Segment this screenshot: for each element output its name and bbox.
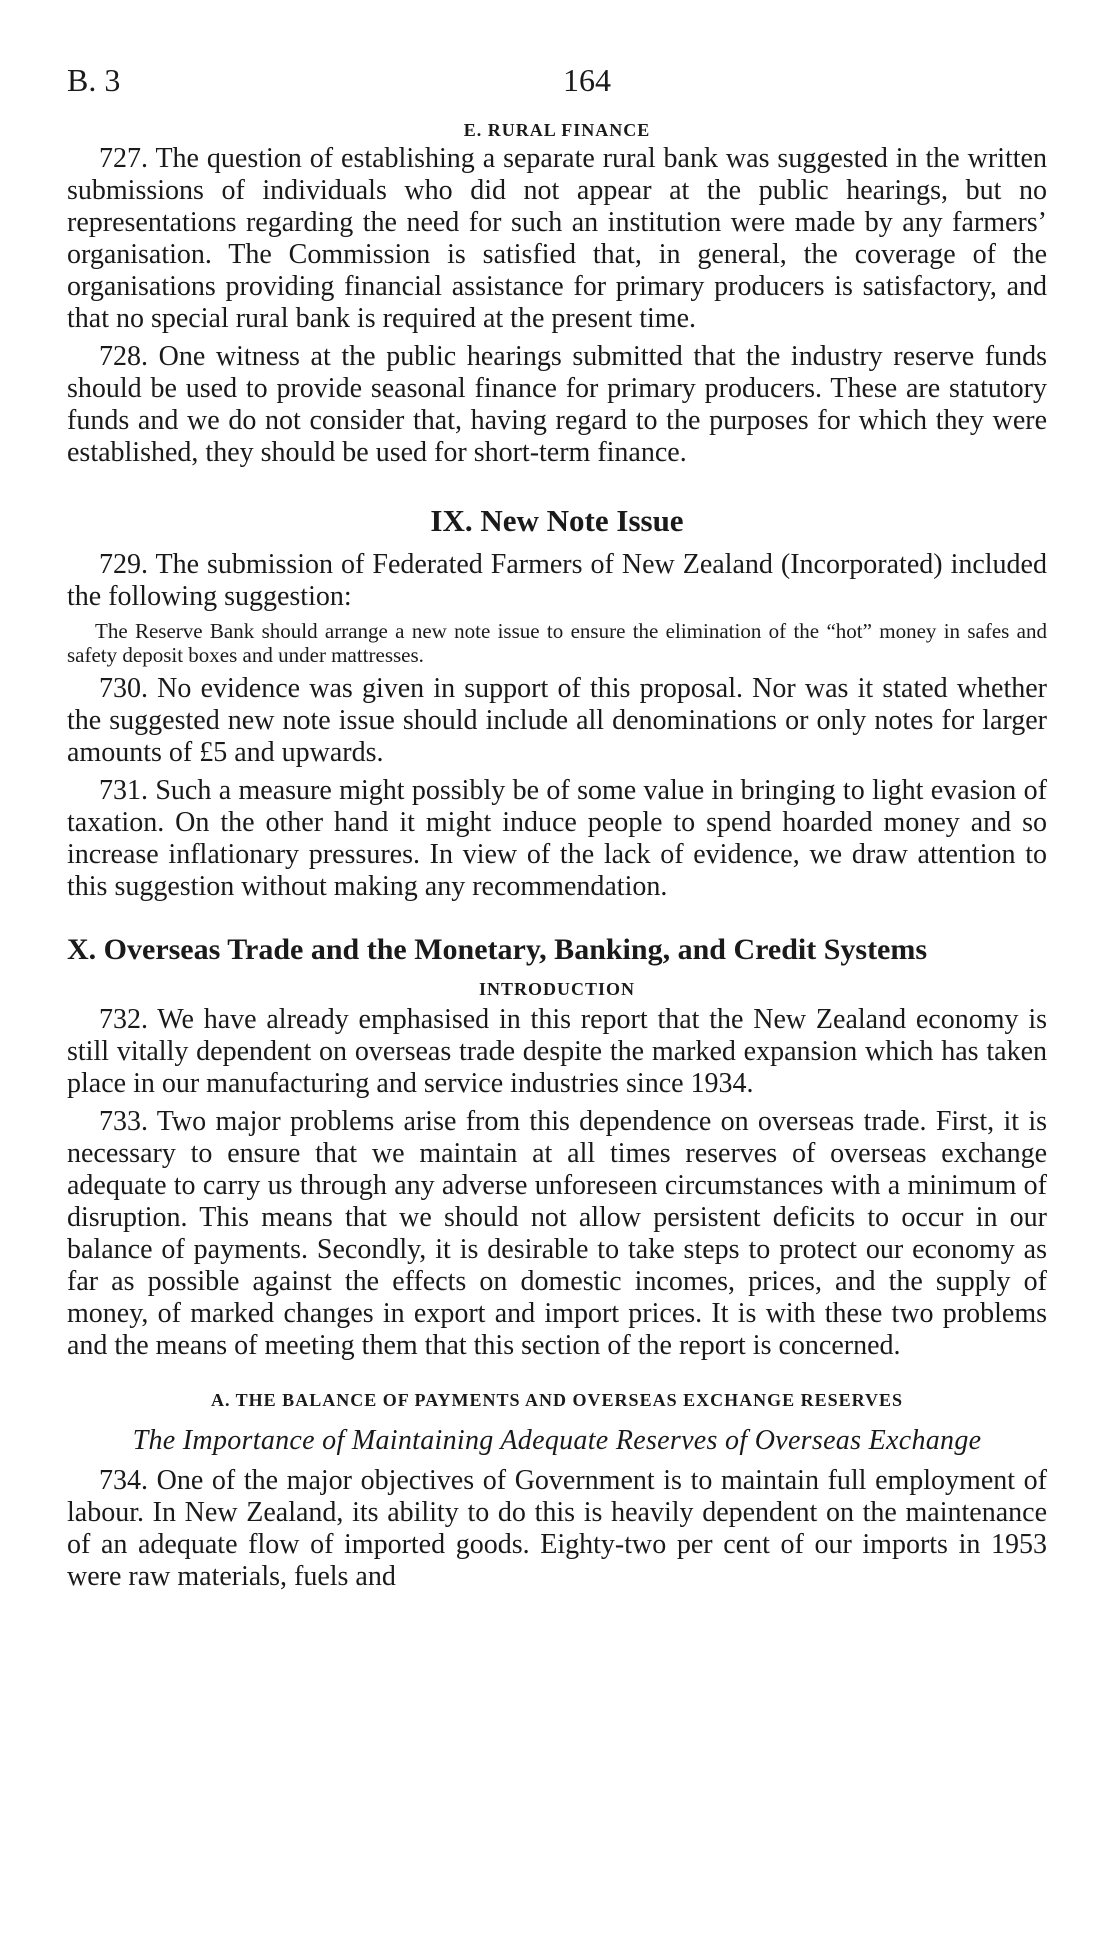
paragraph-732: 732. We have already emphasised in this report that the New Zealand economy is still vitally dependent on overseas trade despite the marked expansion which has taken place in our manufacturing and service industries since 1934. [67,1004,1047,1099]
paragraph-731: 731. Such a measure might possibly be of some value in bringing to light evasion of taxation. On the other hand it might induce people to spend hoarded money and so increase inflationary pressures. In view of the lack of evidence, we draw attention to this suggestion without making any recommendation. [67,775,1047,902]
introduction-heading: INTRODUCTION [478,979,636,999]
importance-subheading: The Importance of Maintaining Adequate Reserves of Overseas Exchange [132,1425,982,1456]
document-page [67,62,1047,1593]
paragraph-730: 730. No evidence was given in support of this proposal. Nor was it stated whether the suggested new note issue should include all denominations or only notes for larger amounts of £5 and upwards. [67,673,1047,768]
new-note-issue-heading: IX. New Note Issue [430,503,684,538]
paragraph-729: 729. The submission of Federated Farmers of New Zealand (Incorporated) included the following suggestion: [67,549,1047,612]
rural-finance-heading: E. RURAL FINANCE [463,120,651,140]
overseas-trade-heading: X. Overseas Trade and the Monetary, Banking, and Credit Systems [67,933,928,966]
paragraph-728: 728. One witness at the public hearings submitted that the industry reserve funds should be used to provide seasonal finance for primary producers. These are statutory funds and we do not consider that, having regard to the purposes for which they were established, they should be used for short-term finance. [67,341,1047,468]
page-number: 164 [563,62,611,98]
paragraph-734: 734. One of the major objectives of Government is to maintain full employment of labour. In New Zealand, its ability to do this is heavily dependent on the maintenance of an adequate flow of imported goods. Eighty-two per cent of our imports in 1953 were raw materials, fuels and [67,1465,1047,1592]
quoted-suggestion: The Reserve Bank should arrange a new note issue to ensure the elimination of the “hot” money in safes and safety deposit boxes and under mattresses. [67,619,1047,667]
page-header [67,62,1047,106]
paragraph-733: 733. Two major problems arise from this dependence on overseas trade. First, it is necessary to ensure that we maintain at all times reserves of overseas exchange adequate to carry us through any adverse unforeseen circumstances with a minimum of disruption. This means that we should not allow persistent deficits to occur in our balance of payments. Secondly, it is desirable to take steps to protect our economy as far as possible against the effects on domestic incomes, prices, and the supply of money, of marked changes in export and import prices. It is with these two problems and the means of meeting them that this section of the report is concerned. [67,1106,1047,1361]
paragraph-727: 727. The question of establishing a separate rural bank was suggested in the written submissions of individuals who did not appear at the public hearings, but no representations regarding the need for such an institution were made by any farmers’ organisation. The Commission is satisfied that, in general, the coverage of the organisations providing financial assistance for primary producers is satisfactory, and that no special rural bank is required at the present time. [67,143,1047,334]
balance-of-payments-heading: A. THE BALANCE OF PAYMENTS AND OVERSEAS EXCHANGE RESERVES [211,1390,903,1410]
report-reference: B. 3 [67,62,121,98]
